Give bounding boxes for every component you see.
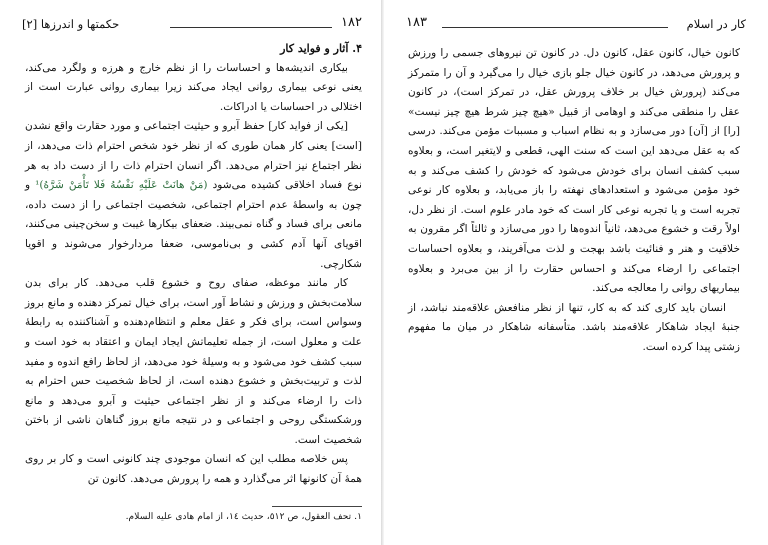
left-page-header <box>22 14 362 36</box>
paragraph: بیکاری اندیشه‌ها و احساسات را از نظم خارج و هرزه و ولگرد می‌کند، یعنی نوعی بیماری روانی ایجاد می‌کند زیرا بیماری روانی عبارت است از اختلالی در احساسات یا ادراکات. <box>25 61 362 113</box>
left-page-number: ۱۸۲ <box>341 15 362 30</box>
header-rule <box>170 27 332 28</box>
right-page-header <box>406 14 746 36</box>
right-page-number: ۱۸۳ <box>406 15 427 30</box>
paragraph: کار مانند موعظه، صفای روح و خشوع قلب می‌دهد. کار برای بدن سلامت‌بخش و ورزش و نشاط آور است، برای خیال تمرکز دهنده و مانع بروز وسواس است، برای فکر و عقل معلم و انتظام‌دهنده و آشناکننده به رابطهٔ علت و معلول است، از جمله تعلیماتش ایجاد ایمان و اعتقاد به خود است و سبب کشف خود می‌شود و به وسیلهٔ خود می‌دهد، از لحاظ رافع اندوه و مفید لذت و تربیت‌بخش و خشوع دهنده است، از لحاظ شخصیت حس احترام به ذات را ارضاء می‌کند و از نظر اجتماعی حیثیت و آبرو می‌دهد و مانع ورشکستگی روحی و اجتماعی و در نتیجه مانع بروز گناهان ناشی از باختن شخصیت است. <box>25 277 362 446</box>
paragraph: [یکی از فواید کار] حفظ آبرو و حیثیت اجتماعی و مورد حقارت واقع نشدن [است] یعنی کار همان طوری که از نظر خود شخص احترام ذات می‌دهد، از نظر اجتماع نیز احترام می‌دهد. اگر انسان احترام ذات را از دست داد به هر نوع فساد اخلاقی کشیده می‌شود <box>25 120 363 192</box>
left-page-body <box>25 39 362 490</box>
section-heading: ۴. آثار و فواید کار <box>280 42 362 55</box>
paragraph-with-quote <box>25 117 362 274</box>
paragraph: و چون به واسطهٔ عدم احترام اجتماعی، شخصیت اجتماعی را از دست داده، مانعی برای فساد و گناه نمی‌بیند. ضعفای بیکارها غیبت و سخن‌چینی می‌کنند، اقویای آنها آدم کشی و بی‌ناموسی، ضعفا مردارخوار می‌شوند و اقویا شکارچی. <box>25 179 362 270</box>
paragraph: پس خلاصه مطلب این که انسان موجودی چند کانونی است و کار بر روی همهٔ آن کانونها اثر می‌گذارد و همه را پرورش می‌دهد. کانون تن <box>25 453 362 486</box>
arabic-quote: (مَنْ هانَتْ عَلَیْهِ نَفْسُهُ فَلا تَأْمَنْ شَرَّهُ)¹ <box>35 179 208 192</box>
footnote-rule <box>272 506 362 507</box>
paragraph: انسان باید کاری کند که به کار، تنها از نظر منافعش علاقه‌مند نباشد، از جنبهٔ ایجاد شاهکار علاقه‌مند باشد. متأسفانه شاهکار در میان ما مفهوم زشتی پیدا کرده است. <box>408 301 740 353</box>
right-running-title: کار در اسلام <box>686 17 746 31</box>
right-page-body <box>408 44 740 358</box>
footnote: ١. تحف العقول، ص ٥١٢، حدیث ١٤، از امام هادی علیه السلام. <box>125 511 362 522</box>
header-rule <box>442 27 668 28</box>
left-running-title: حکمتها و اندرزها [۲] <box>22 17 120 31</box>
paragraph: کانون خیال، کانون عقل، کانون دل. در کانون تن نیروهای جسمی را ورزش و پرورش می‌دهد، در کانون خیال جلو بازی خیال را می‌گیرد و آن را متمرکز می‌کند (پرورش خیال بر خلاف پرورش عقل، در تمرکز است)، در کانون عقل را منطقی می‌کند و اوهامی از قبیل «هیچ چیز شرط هیچ چیز نیست» [را] از [آن] دور می‌سازد و به نظام اسباب و مسببات مؤمن می‌کند. درسی که به عقل می‌دهد این است که سنت الهی، قطعی و لایتغیر است، و بعلاوه سبب کشف انسان برای خودش می‌شود که خودش را کشف می‌کند و به خود مؤمن می‌شود و استعدادهای نهفته را باز می‌یابد، و بعلاوه کار نوعی تجربه است و یا تجربه نوعی کار است که خود مادر علوم است. از نظر دل، اولاً رقت و خشوع می‌دهد، ثانیاً اندوه‌ها را دور می‌سازد و ثالثاً اگر مقرون به خلاقیت و هنر و فنائیت باشد بهجت و لذت می‌آفریند، و بعلاوه احساسات اجتماعی را ارضاء می‌کند و احساس حقارت را از بین می‌برد و بعلاوه بیماریهای روانی را معالجه می‌کند. <box>408 47 740 295</box>
right-page <box>384 0 768 545</box>
